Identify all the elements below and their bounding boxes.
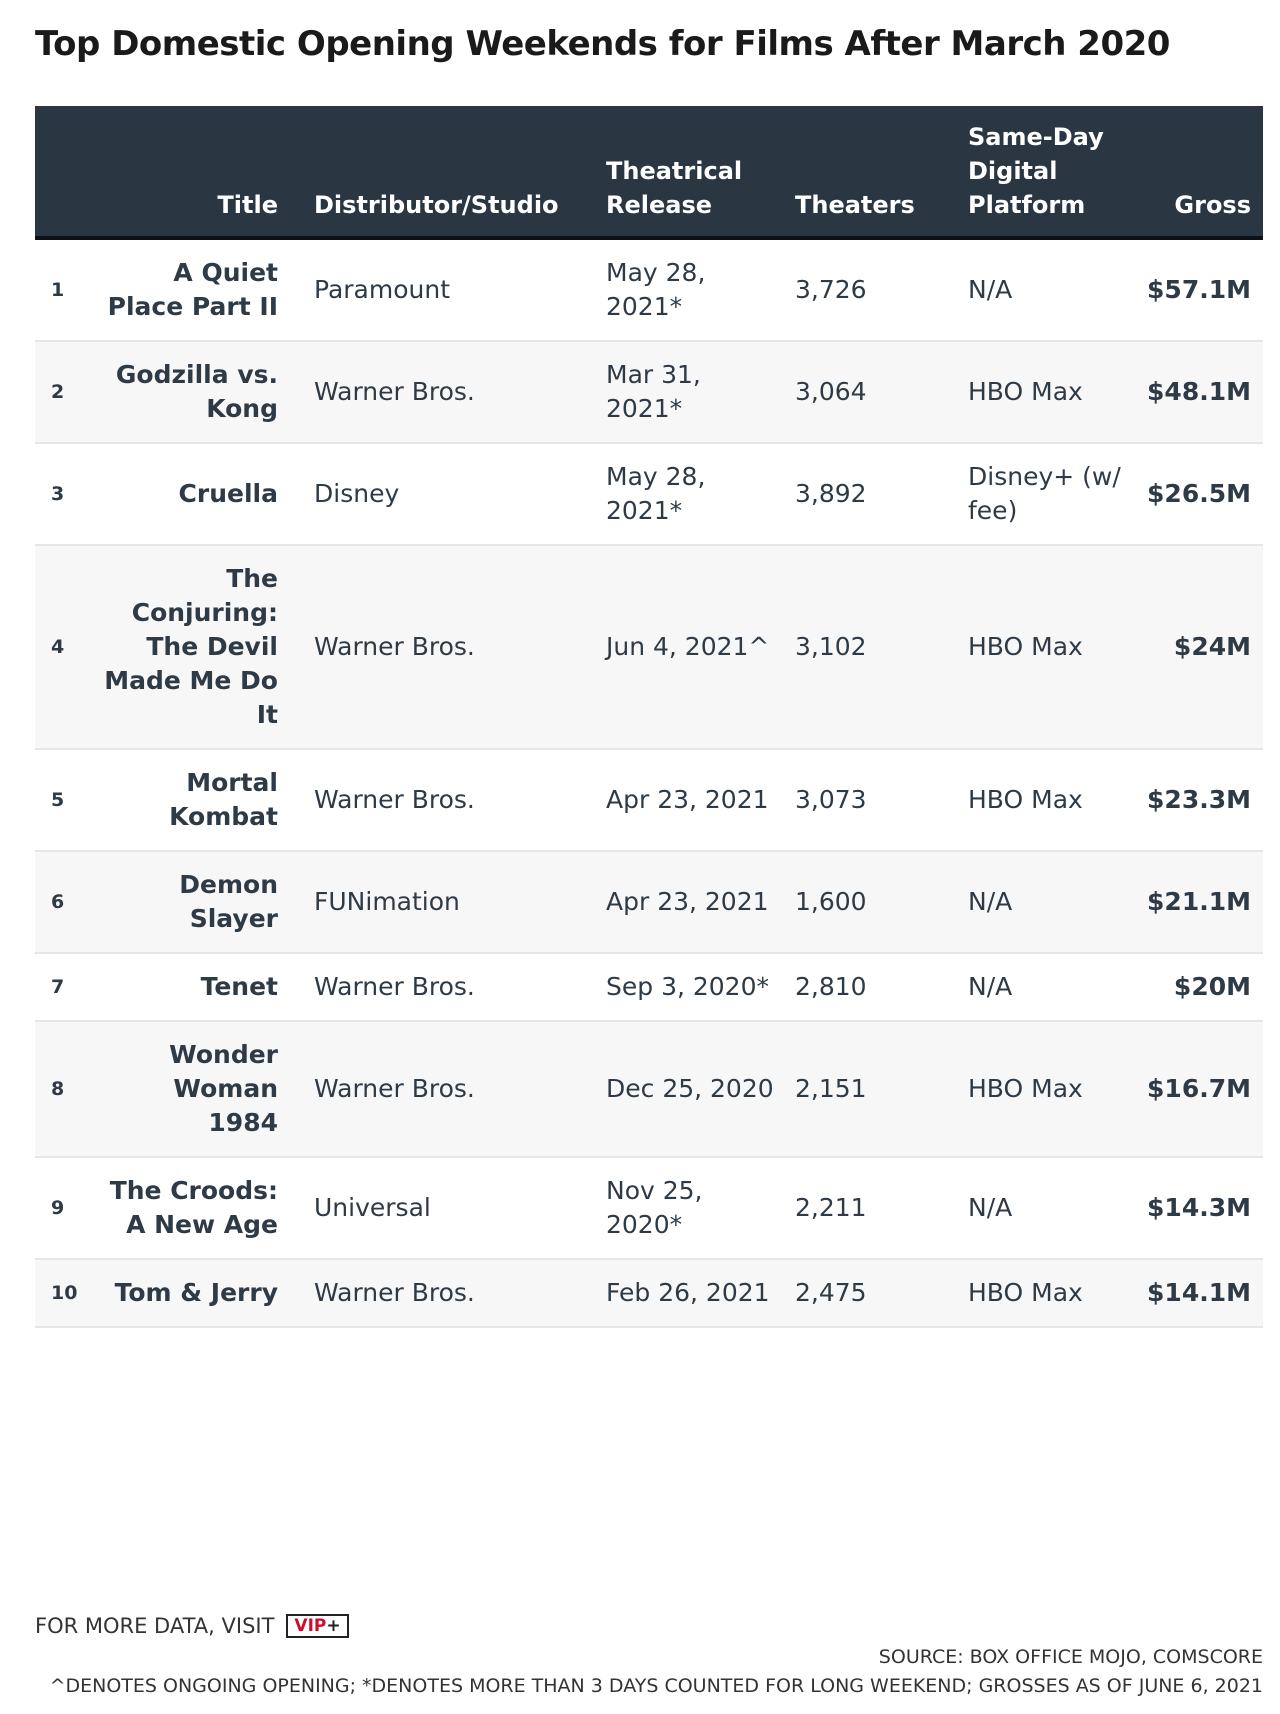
header-platform: Same-Day Digital Platform: [968, 106, 1141, 238]
cell-title: Cruella: [99, 443, 314, 545]
cell-rank: 2: [35, 341, 99, 443]
cell-gross: $24M: [1141, 545, 1263, 749]
cell-gross: $21.1M: [1141, 851, 1263, 953]
cell-gross: $14.3M: [1141, 1157, 1263, 1259]
cell-release: Sep 3, 2020*: [606, 953, 795, 1021]
cell-platform: HBO Max: [968, 749, 1141, 851]
header-release: Theatrical Release: [606, 106, 795, 238]
cell-release: Nov 25, 2020*: [606, 1157, 795, 1259]
header-theaters: Theaters: [795, 106, 968, 238]
table-row: [35, 341, 1263, 443]
cell-rank: 4: [35, 545, 99, 749]
footnote: ^DENOTES ONGOING OPENING; *DENOTES MORE THAN 3 DAYS COUNTED FOR LONG WEEKEND; GROSSES AS OF JUNE 6, 2021: [49, 1675, 1263, 1697]
vip-letters: VIP: [294, 1616, 327, 1636]
cell-gross: $14.1M: [1141, 1259, 1263, 1327]
cell-rank: 7: [35, 953, 99, 1021]
table-row: [35, 1259, 1263, 1327]
table-body: [35, 238, 1263, 1327]
cell-theaters: 2,211: [795, 1157, 968, 1259]
cell-title: Tom & Jerry: [99, 1259, 314, 1327]
data-table: [35, 106, 1263, 1328]
cell-theaters: 3,892: [795, 443, 968, 545]
cell-studio: Disney: [314, 443, 606, 545]
cell-theaters: 3,064: [795, 341, 968, 443]
header-title: Title: [99, 106, 314, 238]
cell-studio: Warner Bros.: [314, 749, 606, 851]
cell-release: May 28, 2021*: [606, 238, 795, 341]
cell-release: Dec 25, 2020: [606, 1021, 795, 1157]
table-row: [35, 1157, 1263, 1259]
cell-release: Apr 23, 2021: [606, 851, 795, 953]
cell-rank: 1: [35, 238, 99, 341]
cell-studio: Warner Bros.: [314, 1021, 606, 1157]
cell-theaters: 2,810: [795, 953, 968, 1021]
cell-title: Demon Slayer: [99, 851, 314, 953]
cell-release: Mar 31, 2021*: [606, 341, 795, 443]
cell-title: Godzilla vs. Kong: [99, 341, 314, 443]
cell-studio: Universal: [314, 1157, 606, 1259]
cell-studio: Warner Bros.: [314, 341, 606, 443]
cell-platform: N/A: [968, 851, 1141, 953]
cell-studio: Warner Bros.: [314, 545, 606, 749]
cell-studio: Paramount: [314, 238, 606, 341]
cell-platform: N/A: [968, 1157, 1141, 1259]
cell-platform: HBO Max: [968, 1259, 1141, 1327]
cell-studio: FUNimation: [314, 851, 606, 953]
table-row: [35, 545, 1263, 749]
cell-title: Wonder Woman 1984: [99, 1021, 314, 1157]
chart-title: Top Domestic Opening Weekends for Films After March 2020: [35, 24, 1170, 64]
table-row: [35, 851, 1263, 953]
cell-theaters: 3,073: [795, 749, 968, 851]
vip-plus-logo[interactable]: [286, 1614, 348, 1638]
cell-rank: 8: [35, 1021, 99, 1157]
cell-theaters: 3,102: [795, 545, 968, 749]
table-row: [35, 953, 1263, 1021]
cell-theaters: 1,600: [795, 851, 968, 953]
table-row: [35, 443, 1263, 545]
table-row: [35, 238, 1263, 341]
cell-platform: Disney+ (w/ fee): [968, 443, 1141, 545]
source-note: SOURCE: BOX OFFICE MOJO, COMSCORE: [878, 1646, 1263, 1668]
cell-platform: HBO Max: [968, 1021, 1141, 1157]
cell-theaters: 3,726: [795, 238, 968, 341]
cell-studio: Warner Bros.: [314, 953, 606, 1021]
cell-rank: 10: [35, 1259, 99, 1327]
cell-platform: HBO Max: [968, 341, 1141, 443]
cell-gross: $23.3M: [1141, 749, 1263, 851]
cell-gross: $57.1M: [1141, 238, 1263, 341]
cell-release: Jun 4, 2021^: [606, 545, 795, 749]
cell-platform: N/A: [968, 238, 1141, 341]
vip-plus-sign: +: [326, 1616, 341, 1636]
cell-gross: $16.7M: [1141, 1021, 1263, 1157]
cell-title: A Quiet Place Part II: [99, 238, 314, 341]
cell-title: The Conjuring: The Devil Made Me Do It: [99, 545, 314, 749]
header-studio: Distributor/Studio: [314, 106, 606, 238]
cell-gross: $48.1M: [1141, 341, 1263, 443]
header-row: [35, 106, 1263, 238]
cell-studio: Warner Bros.: [314, 1259, 606, 1327]
cell-rank: 5: [35, 749, 99, 851]
cell-theaters: 2,151: [795, 1021, 968, 1157]
table-row: [35, 749, 1263, 851]
cell-title: Tenet: [99, 953, 314, 1021]
cell-rank: 3: [35, 443, 99, 545]
header-rank: [35, 106, 99, 238]
cell-rank: 6: [35, 851, 99, 953]
cell-platform: N/A: [968, 953, 1141, 1021]
cell-gross: $26.5M: [1141, 443, 1263, 545]
more-data-line: [35, 1614, 349, 1638]
cell-rank: 9: [35, 1157, 99, 1259]
table-row: [35, 1021, 1263, 1157]
cell-release: Feb 26, 2021: [606, 1259, 795, 1327]
table-header: [35, 106, 1263, 238]
cell-gross: $20M: [1141, 953, 1263, 1021]
cell-title: The Croods: A New Age: [99, 1157, 314, 1259]
more-data-text: FOR MORE DATA, VISIT: [35, 1614, 275, 1638]
cell-platform: HBO Max: [968, 545, 1141, 749]
cell-theaters: 2,475: [795, 1259, 968, 1327]
cell-release: Apr 23, 2021: [606, 749, 795, 851]
cell-title: Mortal Kombat: [99, 749, 314, 851]
header-gross: Gross: [1141, 106, 1263, 238]
cell-release: May 28, 2021*: [606, 443, 795, 545]
